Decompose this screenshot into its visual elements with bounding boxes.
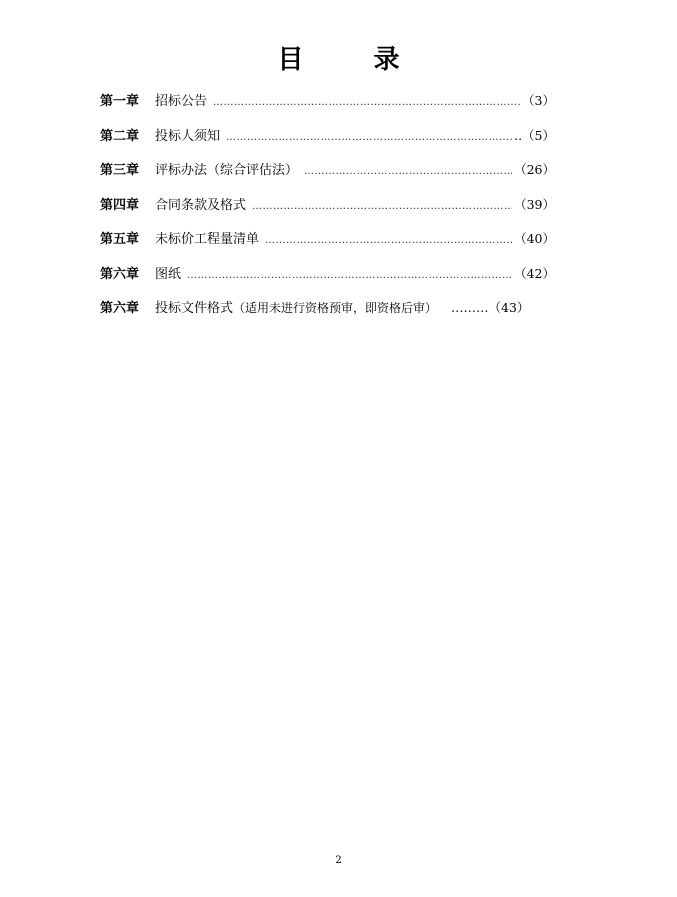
- chapter-title: [155, 295, 437, 322]
- chapter-number: 第五章: [100, 232, 140, 247]
- dot-leader: [304, 159, 512, 185]
- page-reference: （42）: [514, 265, 555, 281]
- page-reference: （26）: [514, 162, 555, 177]
- page-reference: （40）: [514, 231, 555, 246]
- dot-leader: [252, 194, 512, 220]
- chapter-number: 第三章: [100, 163, 140, 178]
- page-reference: （3）: [522, 93, 555, 108]
- page-number: 2: [335, 855, 342, 866]
- chapter-title: 未标价工程量清单: [155, 232, 260, 247]
- toc-entry[interactable]: [100, 88, 555, 123]
- chapter-title: 投标人须知: [155, 128, 221, 144]
- toc-entry[interactable]: [100, 226, 555, 261]
- table-of-contents: [100, 88, 555, 330]
- toc-entry[interactable]: [100, 192, 555, 227]
- dot-leader: [226, 125, 512, 151]
- dot-leader: [213, 90, 520, 116]
- chapter-title: 合同条款及格式: [155, 197, 247, 213]
- chapter-title: 评标办法（综合评估法）: [155, 163, 299, 178]
- chapter-title: 招标公告: [155, 94, 208, 109]
- dot-leader: [265, 228, 512, 254]
- page-reference: ..（5）: [514, 127, 555, 143]
- chapter-title: 图纸: [155, 266, 182, 282]
- chapter-number: 第一章: [100, 94, 140, 109]
- chapter-number: 第二章: [100, 128, 140, 144]
- page-reference: （39）: [514, 196, 555, 212]
- toc-entry[interactable]: [100, 261, 555, 296]
- chapter-number: 第六章: [100, 266, 140, 282]
- chapter-title-text: 投标文件格式: [155, 301, 234, 316]
- chapter-number: 第六章: [100, 301, 140, 316]
- toc-entry[interactable]: [100, 123, 555, 158]
- page-reference: ………（43）: [451, 300, 530, 315]
- toc-entry[interactable]: [100, 157, 555, 192]
- page-title: 目 录: [277, 45, 422, 75]
- dot-leader: [187, 263, 512, 289]
- toc-entry[interactable]: [100, 295, 555, 330]
- chapter-title-note: （适用未进行资格预审，即资格后审）: [233, 301, 438, 315]
- chapter-number: 第四章: [100, 197, 140, 213]
